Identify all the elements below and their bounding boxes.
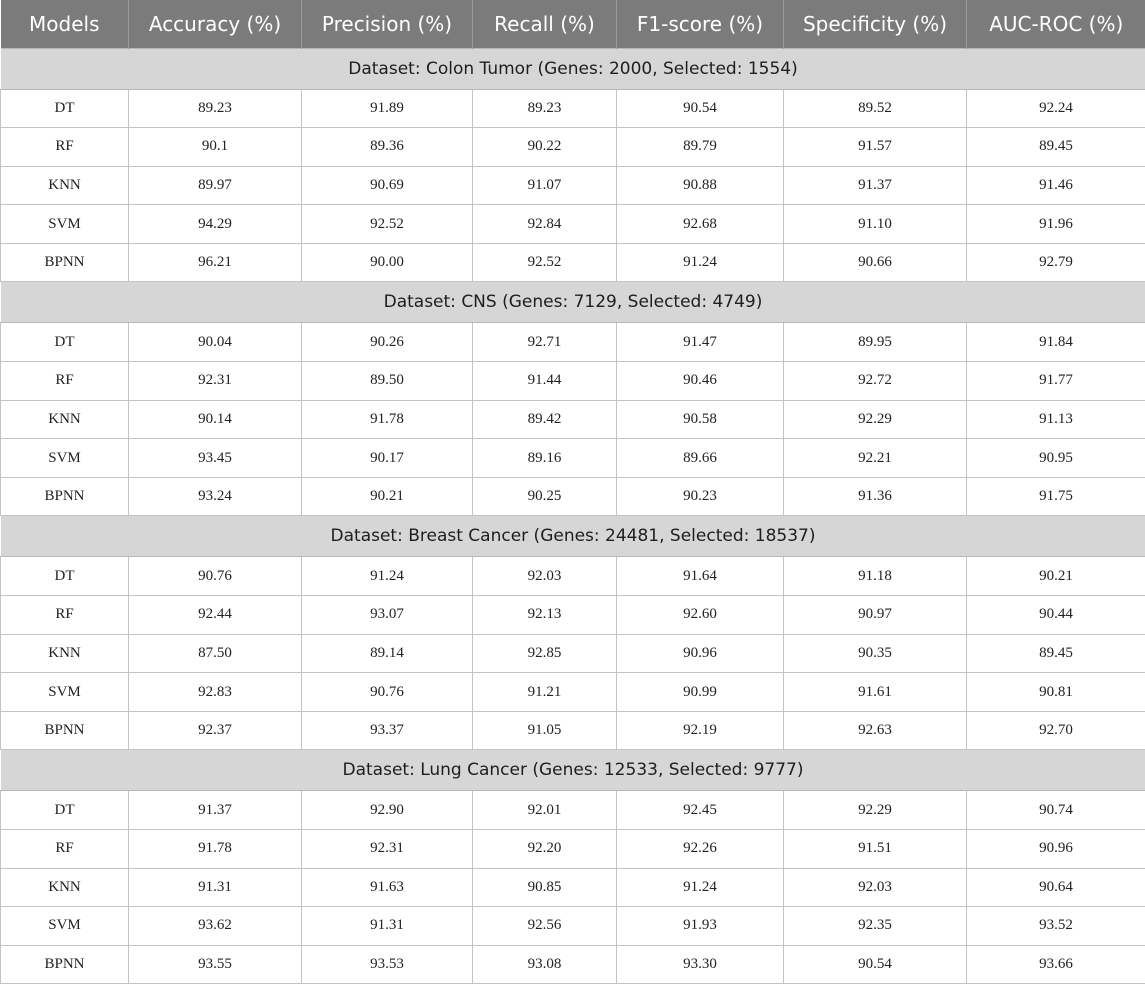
- metric-value-cell: 90.1: [129, 128, 302, 167]
- table-body: [1, 48, 1145, 984]
- table-row: [1, 128, 1145, 167]
- metric-value-cell: 92.63: [784, 711, 967, 750]
- table-row: [1, 166, 1145, 205]
- metric-value-cell: 90.23: [617, 477, 784, 516]
- table-row: [1, 711, 1145, 750]
- dataset-section-row: [1, 516, 1145, 557]
- metric-value-cell: 92.60: [617, 596, 784, 635]
- dataset-section-title: Dataset: Lung Cancer (Genes: 12533, Selected: 9777): [1, 750, 1145, 791]
- metric-value-cell: 90.21: [302, 477, 473, 516]
- metric-value-cell: 91.75: [967, 477, 1145, 516]
- model-name-cell: SVM: [1, 205, 129, 244]
- metric-value-cell: 93.66: [967, 945, 1145, 984]
- metric-value-cell: 92.79: [967, 243, 1145, 282]
- metric-value-cell: 91.89: [302, 89, 473, 128]
- column-header-precision: Precision (%): [302, 0, 473, 48]
- metric-value-cell: 91.24: [617, 243, 784, 282]
- metric-value-cell: 89.23: [129, 89, 302, 128]
- metric-value-cell: 92.45: [617, 791, 784, 830]
- metric-value-cell: 90.64: [967, 868, 1145, 907]
- metric-value-cell: 91.44: [473, 362, 617, 401]
- metric-value-cell: 90.69: [302, 166, 473, 205]
- metric-value-cell: 91.21: [473, 673, 617, 712]
- model-name-cell: KNN: [1, 634, 129, 673]
- column-header-auc-roc: AUC-ROC (%): [967, 0, 1145, 48]
- metric-value-cell: 94.29: [129, 205, 302, 244]
- table-row: [1, 791, 1145, 830]
- metric-value-cell: 89.14: [302, 634, 473, 673]
- metric-value-cell: 92.72: [784, 362, 967, 401]
- metric-value-cell: 90.44: [967, 596, 1145, 635]
- metric-value-cell: 91.36: [784, 477, 967, 516]
- metric-value-cell: 89.52: [784, 89, 967, 128]
- metric-value-cell: 93.30: [617, 945, 784, 984]
- dataset-section-row: [1, 48, 1145, 89]
- metric-value-cell: 90.96: [967, 830, 1145, 869]
- metric-value-cell: 90.76: [302, 673, 473, 712]
- column-header-specificity: Specificity (%): [784, 0, 967, 48]
- metric-value-cell: 93.62: [129, 907, 302, 946]
- metric-value-cell: 92.56: [473, 907, 617, 946]
- dataset-section-title: Dataset: Colon Tumor (Genes: 2000, Selected: 1554): [1, 48, 1145, 89]
- metric-value-cell: 92.03: [784, 868, 967, 907]
- metric-value-cell: 89.23: [473, 89, 617, 128]
- model-name-cell: DT: [1, 89, 129, 128]
- model-name-cell: DT: [1, 557, 129, 596]
- metric-value-cell: 92.13: [473, 596, 617, 635]
- table-row: [1, 557, 1145, 596]
- table-row: [1, 596, 1145, 635]
- metric-value-cell: 93.45: [129, 439, 302, 478]
- model-name-cell: DT: [1, 791, 129, 830]
- metric-value-cell: 90.74: [967, 791, 1145, 830]
- metric-value-cell: 92.44: [129, 596, 302, 635]
- metric-value-cell: 90.85: [473, 868, 617, 907]
- metric-value-cell: 90.88: [617, 166, 784, 205]
- metric-value-cell: 93.24: [129, 477, 302, 516]
- table-row: [1, 673, 1145, 712]
- metric-value-cell: 93.53: [302, 945, 473, 984]
- metric-value-cell: 90.54: [617, 89, 784, 128]
- model-name-cell: SVM: [1, 439, 129, 478]
- metric-value-cell: 92.90: [302, 791, 473, 830]
- metric-value-cell: 92.52: [302, 205, 473, 244]
- model-name-cell: DT: [1, 323, 129, 362]
- metric-value-cell: 93.07: [302, 596, 473, 635]
- metric-value-cell: 96.21: [129, 243, 302, 282]
- model-name-cell: SVM: [1, 673, 129, 712]
- metric-value-cell: 91.07: [473, 166, 617, 205]
- metric-value-cell: 90.54: [784, 945, 967, 984]
- metric-value-cell: 92.26: [617, 830, 784, 869]
- dataset-section-row: [1, 750, 1145, 791]
- metric-value-cell: 92.52: [473, 243, 617, 282]
- metric-value-cell: 93.37: [302, 711, 473, 750]
- model-name-cell: KNN: [1, 868, 129, 907]
- model-name-cell: BPNN: [1, 711, 129, 750]
- column-header-recall: Recall (%): [473, 0, 617, 48]
- metric-value-cell: 90.66: [784, 243, 967, 282]
- metric-value-cell: 90.17: [302, 439, 473, 478]
- metric-value-cell: 91.96: [967, 205, 1145, 244]
- metric-value-cell: 91.57: [784, 128, 967, 167]
- metric-value-cell: 91.46: [967, 166, 1145, 205]
- model-name-cell: KNN: [1, 166, 129, 205]
- table-row: [1, 323, 1145, 362]
- metric-value-cell: 89.36: [302, 128, 473, 167]
- table-row: [1, 830, 1145, 869]
- dataset-section-title: Dataset: CNS (Genes: 7129, Selected: 4749): [1, 282, 1145, 323]
- column-header-models: Models: [1, 0, 129, 48]
- metric-value-cell: 92.19: [617, 711, 784, 750]
- metric-value-cell: 87.50: [129, 634, 302, 673]
- metric-value-cell: 91.37: [784, 166, 967, 205]
- table-row: [1, 400, 1145, 439]
- metric-value-cell: 89.79: [617, 128, 784, 167]
- metric-value-cell: 91.64: [617, 557, 784, 596]
- table-row: [1, 945, 1145, 984]
- metric-value-cell: 89.16: [473, 439, 617, 478]
- metric-value-cell: 90.81: [967, 673, 1145, 712]
- metric-value-cell: 92.84: [473, 205, 617, 244]
- metric-value-cell: 91.24: [302, 557, 473, 596]
- table-header: [1, 0, 1145, 48]
- column-header-f1-score: F1-score (%): [617, 0, 784, 48]
- metric-value-cell: 90.00: [302, 243, 473, 282]
- metric-value-cell: 90.35: [784, 634, 967, 673]
- metric-value-cell: 92.29: [784, 400, 967, 439]
- metric-value-cell: 91.93: [617, 907, 784, 946]
- metric-value-cell: 92.85: [473, 634, 617, 673]
- metric-value-cell: 92.20: [473, 830, 617, 869]
- metric-value-cell: 90.14: [129, 400, 302, 439]
- metric-value-cell: 89.66: [617, 439, 784, 478]
- metric-value-cell: 89.45: [967, 634, 1145, 673]
- metric-value-cell: 90.22: [473, 128, 617, 167]
- model-name-cell: RF: [1, 830, 129, 869]
- metric-value-cell: 89.95: [784, 323, 967, 362]
- metric-value-cell: 92.21: [784, 439, 967, 478]
- metric-value-cell: 91.18: [784, 557, 967, 596]
- metric-value-cell: 91.24: [617, 868, 784, 907]
- model-name-cell: RF: [1, 128, 129, 167]
- metric-value-cell: 90.99: [617, 673, 784, 712]
- table-row: [1, 634, 1145, 673]
- table-row: [1, 477, 1145, 516]
- metric-value-cell: 92.03: [473, 557, 617, 596]
- model-name-cell: RF: [1, 362, 129, 401]
- metric-value-cell: 90.25: [473, 477, 617, 516]
- metric-value-cell: 90.04: [129, 323, 302, 362]
- metric-value-cell: 92.31: [129, 362, 302, 401]
- metric-value-cell: 92.24: [967, 89, 1145, 128]
- table-row: [1, 439, 1145, 478]
- metric-value-cell: 92.01: [473, 791, 617, 830]
- metric-value-cell: 89.50: [302, 362, 473, 401]
- metric-value-cell: 92.71: [473, 323, 617, 362]
- metric-value-cell: 90.46: [617, 362, 784, 401]
- metric-value-cell: 92.68: [617, 205, 784, 244]
- metric-value-cell: 90.95: [967, 439, 1145, 478]
- model-name-cell: BPNN: [1, 243, 129, 282]
- metric-value-cell: 90.26: [302, 323, 473, 362]
- table-row: [1, 205, 1145, 244]
- metric-value-cell: 89.45: [967, 128, 1145, 167]
- model-name-cell: KNN: [1, 400, 129, 439]
- metric-value-cell: 91.13: [967, 400, 1145, 439]
- table-row: [1, 89, 1145, 128]
- table-row: [1, 907, 1145, 946]
- metric-value-cell: 89.97: [129, 166, 302, 205]
- metric-value-cell: 91.63: [302, 868, 473, 907]
- metric-value-cell: 92.31: [302, 830, 473, 869]
- metric-value-cell: 90.97: [784, 596, 967, 635]
- model-name-cell: BPNN: [1, 945, 129, 984]
- table-row: [1, 362, 1145, 401]
- column-header-accuracy: Accuracy (%): [129, 0, 302, 48]
- dataset-section-title: Dataset: Breast Cancer (Genes: 24481, Selected: 18537): [1, 516, 1145, 557]
- metric-value-cell: 91.77: [967, 362, 1145, 401]
- metric-value-cell: 91.51: [784, 830, 967, 869]
- metric-value-cell: 91.78: [129, 830, 302, 869]
- metric-value-cell: 92.70: [967, 711, 1145, 750]
- metric-value-cell: 91.47: [617, 323, 784, 362]
- header-row: [1, 0, 1145, 48]
- metric-value-cell: 91.37: [129, 791, 302, 830]
- metric-value-cell: 91.10: [784, 205, 967, 244]
- table-row: [1, 868, 1145, 907]
- metric-value-cell: 92.29: [784, 791, 967, 830]
- metric-value-cell: 93.08: [473, 945, 617, 984]
- metric-value-cell: 93.52: [967, 907, 1145, 946]
- dataset-section-row: [1, 282, 1145, 323]
- metric-value-cell: 90.96: [617, 634, 784, 673]
- model-name-cell: BPNN: [1, 477, 129, 516]
- metric-value-cell: 93.55: [129, 945, 302, 984]
- metric-value-cell: 91.78: [302, 400, 473, 439]
- metric-value-cell: 92.83: [129, 673, 302, 712]
- metric-value-cell: 92.37: [129, 711, 302, 750]
- metric-value-cell: 90.21: [967, 557, 1145, 596]
- metric-value-cell: 91.05: [473, 711, 617, 750]
- metric-value-cell: 91.31: [129, 868, 302, 907]
- table-row: [1, 243, 1145, 282]
- metric-value-cell: 90.76: [129, 557, 302, 596]
- metric-value-cell: 91.84: [967, 323, 1145, 362]
- metric-value-cell: 89.42: [473, 400, 617, 439]
- model-name-cell: RF: [1, 596, 129, 635]
- metric-value-cell: 91.61: [784, 673, 967, 712]
- metric-value-cell: 92.35: [784, 907, 967, 946]
- model-name-cell: SVM: [1, 907, 129, 946]
- metric-value-cell: 90.58: [617, 400, 784, 439]
- metric-value-cell: 91.31: [302, 907, 473, 946]
